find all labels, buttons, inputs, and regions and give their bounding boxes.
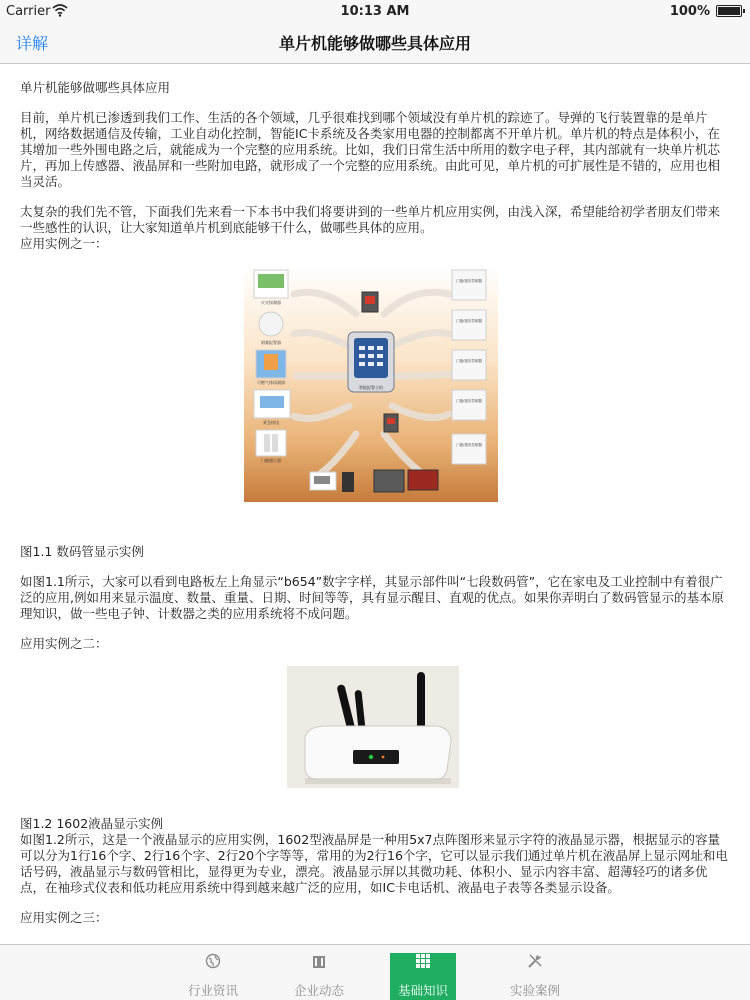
center-host-label: 智能报警主机 bbox=[359, 385, 383, 390]
navigation-bar bbox=[0, 22, 750, 64]
right-device-label-2: 门窗/窗帘控制器 bbox=[456, 319, 482, 323]
article-paragraph-1: 目前，单片机已渗透到我们工作、生活的各个领域，几乎很难找到哪个领域没有单片机的踪迹了。导弹的飞行装置靠的是单片机，网络数据通信及传输，工业自动化控制，智能IC卡系统及各类家用电器的控制都离不开单片机。单片机的特点是体积小，在其增加一些外围电路之后，就能成为一个完整的应用系统。比如，我们日常生活中所用的数字电子秤，其内部就有一块单片机芯片，再加上传感器、液晶屏和一些附加电路，就形成了一个完整的应用系统。由此可见，单片机的可扩展性是不错的，应用也相当灵活。 bbox=[20, 110, 721, 189]
example-1-label: 应用实例之一： bbox=[20, 236, 108, 251]
figure-2-router-image bbox=[287, 666, 459, 788]
left-device-label-2: 烟雾报警器 bbox=[261, 340, 281, 345]
tab-label: 实验案例 bbox=[509, 983, 560, 998]
building-icon bbox=[286, 953, 352, 975]
figure-2-caption: 图1.2 1602液晶显示实例 bbox=[20, 816, 164, 831]
tab-label: 行业资讯 bbox=[187, 983, 238, 998]
status-bar bbox=[0, 0, 750, 22]
left-device-label-3: 可燃气体探测器 bbox=[257, 380, 285, 385]
article-paragraph-2: 太复杂的我们先不管，下面我们先来看一下本书中我们将要讲到的一些单片机应用实例，由浅入深，希望能给初学者朋友们带来一些感性的认识，让大家知道单片机到底能够干什么，做哪些具体的应用。 bbox=[20, 204, 721, 235]
article-paragraph-3: 如图1.1所示，大家可以看到电路板左上角显示“b654”数字字样，其显示部件叫“七段数码管”，它在家电及工业控制中有着很广泛的应用,例如用来显示温度、数量、重量、日期、时间等等，具有显示醒目、直观的优点。如果你弄明白了数码管显示的基本原理知识，做一些电子钟、计数器之类的应用系统将不成问题。 bbox=[20, 574, 724, 621]
right-device-column bbox=[452, 270, 486, 464]
right-device-label-1: 门窗/窗帘控制器 bbox=[456, 279, 482, 283]
left-device-column bbox=[254, 270, 290, 463]
status-time: 10:13 AM bbox=[340, 4, 410, 19]
figure-1-alarm-system-image bbox=[244, 266, 498, 502]
back-button[interactable]: 详解 bbox=[16, 34, 49, 53]
tab-company-news[interactable] bbox=[286, 953, 352, 1000]
example-3-label: 应用实例之三： bbox=[20, 910, 108, 925]
left-device-label-5: 门磁感应器 bbox=[261, 458, 281, 463]
globe-icon bbox=[180, 953, 246, 975]
tab-experiment-cases[interactable] bbox=[502, 953, 568, 1000]
battery-icon bbox=[716, 5, 742, 17]
tab-label: 基础知识 bbox=[397, 983, 448, 998]
tools-icon bbox=[502, 953, 568, 975]
figure-1-caption: 图1.1 数码管显示实例 bbox=[20, 544, 144, 559]
tab-basic-knowledge[interactable] bbox=[390, 953, 456, 1000]
page-title: 单片机能够做哪些具体应用 bbox=[278, 34, 471, 53]
grid-icon bbox=[390, 953, 456, 975]
article-heading: 单片机能够做哪些具体应用 bbox=[20, 80, 171, 95]
carrier-label: Carrier bbox=[6, 4, 51, 19]
right-device-label-4: 门窗/窗帘控制器 bbox=[456, 399, 482, 403]
right-device-label-5: 门窗/窗帘控制器 bbox=[456, 443, 482, 447]
right-device-label-3: 门窗/窗帘控制器 bbox=[456, 359, 482, 363]
tab-industry-news[interactable] bbox=[180, 953, 246, 1000]
battery-percent: 100% bbox=[669, 4, 710, 19]
left-device-label-4: 紧急按钮 bbox=[263, 420, 279, 425]
article-content[interactable] bbox=[0, 64, 750, 944]
left-device-label-1: 火灾探测器 bbox=[261, 300, 281, 305]
example-2-label: 应用实例之二： bbox=[20, 636, 108, 651]
tab-bar bbox=[0, 944, 750, 1000]
tab-label: 企业动态 bbox=[293, 983, 344, 998]
article-paragraph-4: 如图1.2所示，这是一个液晶显示的应用实例，1602型液晶屏是一种用5x7点阵图形来显示字符的液晶显示器，根据显示的容量可以分为1行16个字、2行16个字、2行20个字等等，常用的为2行16个字，它可以显示我们通过单片机在液晶屏上显示网址和电话号码，液晶显示与数码管相比，显得更为专业，漂亮。液晶显示屏以其微功耗、体积小、显示内容丰富、超薄轻巧的诸多优点，在袖珍式仪表和低功耗应用系统中得到越来越广泛的应用，如IC卡电话机、液晶电子表等各类显示设备。 bbox=[20, 832, 728, 895]
